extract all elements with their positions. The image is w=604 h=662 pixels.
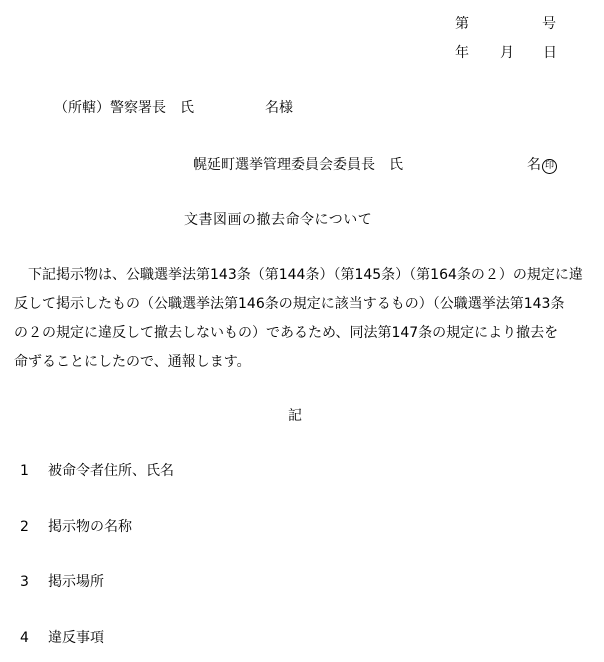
subject-title: 文書図画の撤去命令について: [184, 212, 373, 228]
date-month: 月: [500, 45, 514, 61]
body-line: 命ずることにしたので、通報します。: [14, 354, 251, 370]
ki-heading: 記: [288, 408, 302, 424]
item-number: 4: [20, 630, 29, 646]
item-number: 1: [20, 463, 29, 479]
sender-name-suffix: 名: [527, 157, 541, 173]
addressee-title: （所轄）警察署長 氏: [54, 100, 194, 116]
number-suffix: 号: [542, 16, 556, 32]
seal-mark: 印: [542, 159, 557, 174]
body-line: 反して掲示したもの（公職選挙法第146条の規定に該当するもの）（公職選挙法第143条: [14, 296, 565, 312]
date-year: 年: [455, 45, 469, 61]
item-label: 掲示場所: [48, 574, 104, 590]
item-number: 3: [20, 574, 29, 590]
item-number: 2: [20, 519, 29, 535]
item-label: 掲示物の名称: [48, 519, 132, 535]
addressee-honorific: 名様: [265, 100, 293, 116]
body-line: 下記掲示物は、公職選挙法第143条（第144条）（第145条）（第164条の２）の規定に違: [14, 267, 583, 283]
sender-title: 幌延町選挙管理委員会委員長 氏: [193, 157, 403, 173]
item-label: 被命令者住所、氏名: [48, 463, 174, 479]
body-line: の２の規定に違反して撤去しないもの）であるため、同法第147条の規定により撤去を: [14, 325, 559, 341]
item-label: 違反事項: [48, 630, 104, 646]
number-prefix: 第: [455, 16, 469, 32]
date-day: 日: [543, 45, 557, 61]
sender-name-seal: [527, 155, 557, 175]
